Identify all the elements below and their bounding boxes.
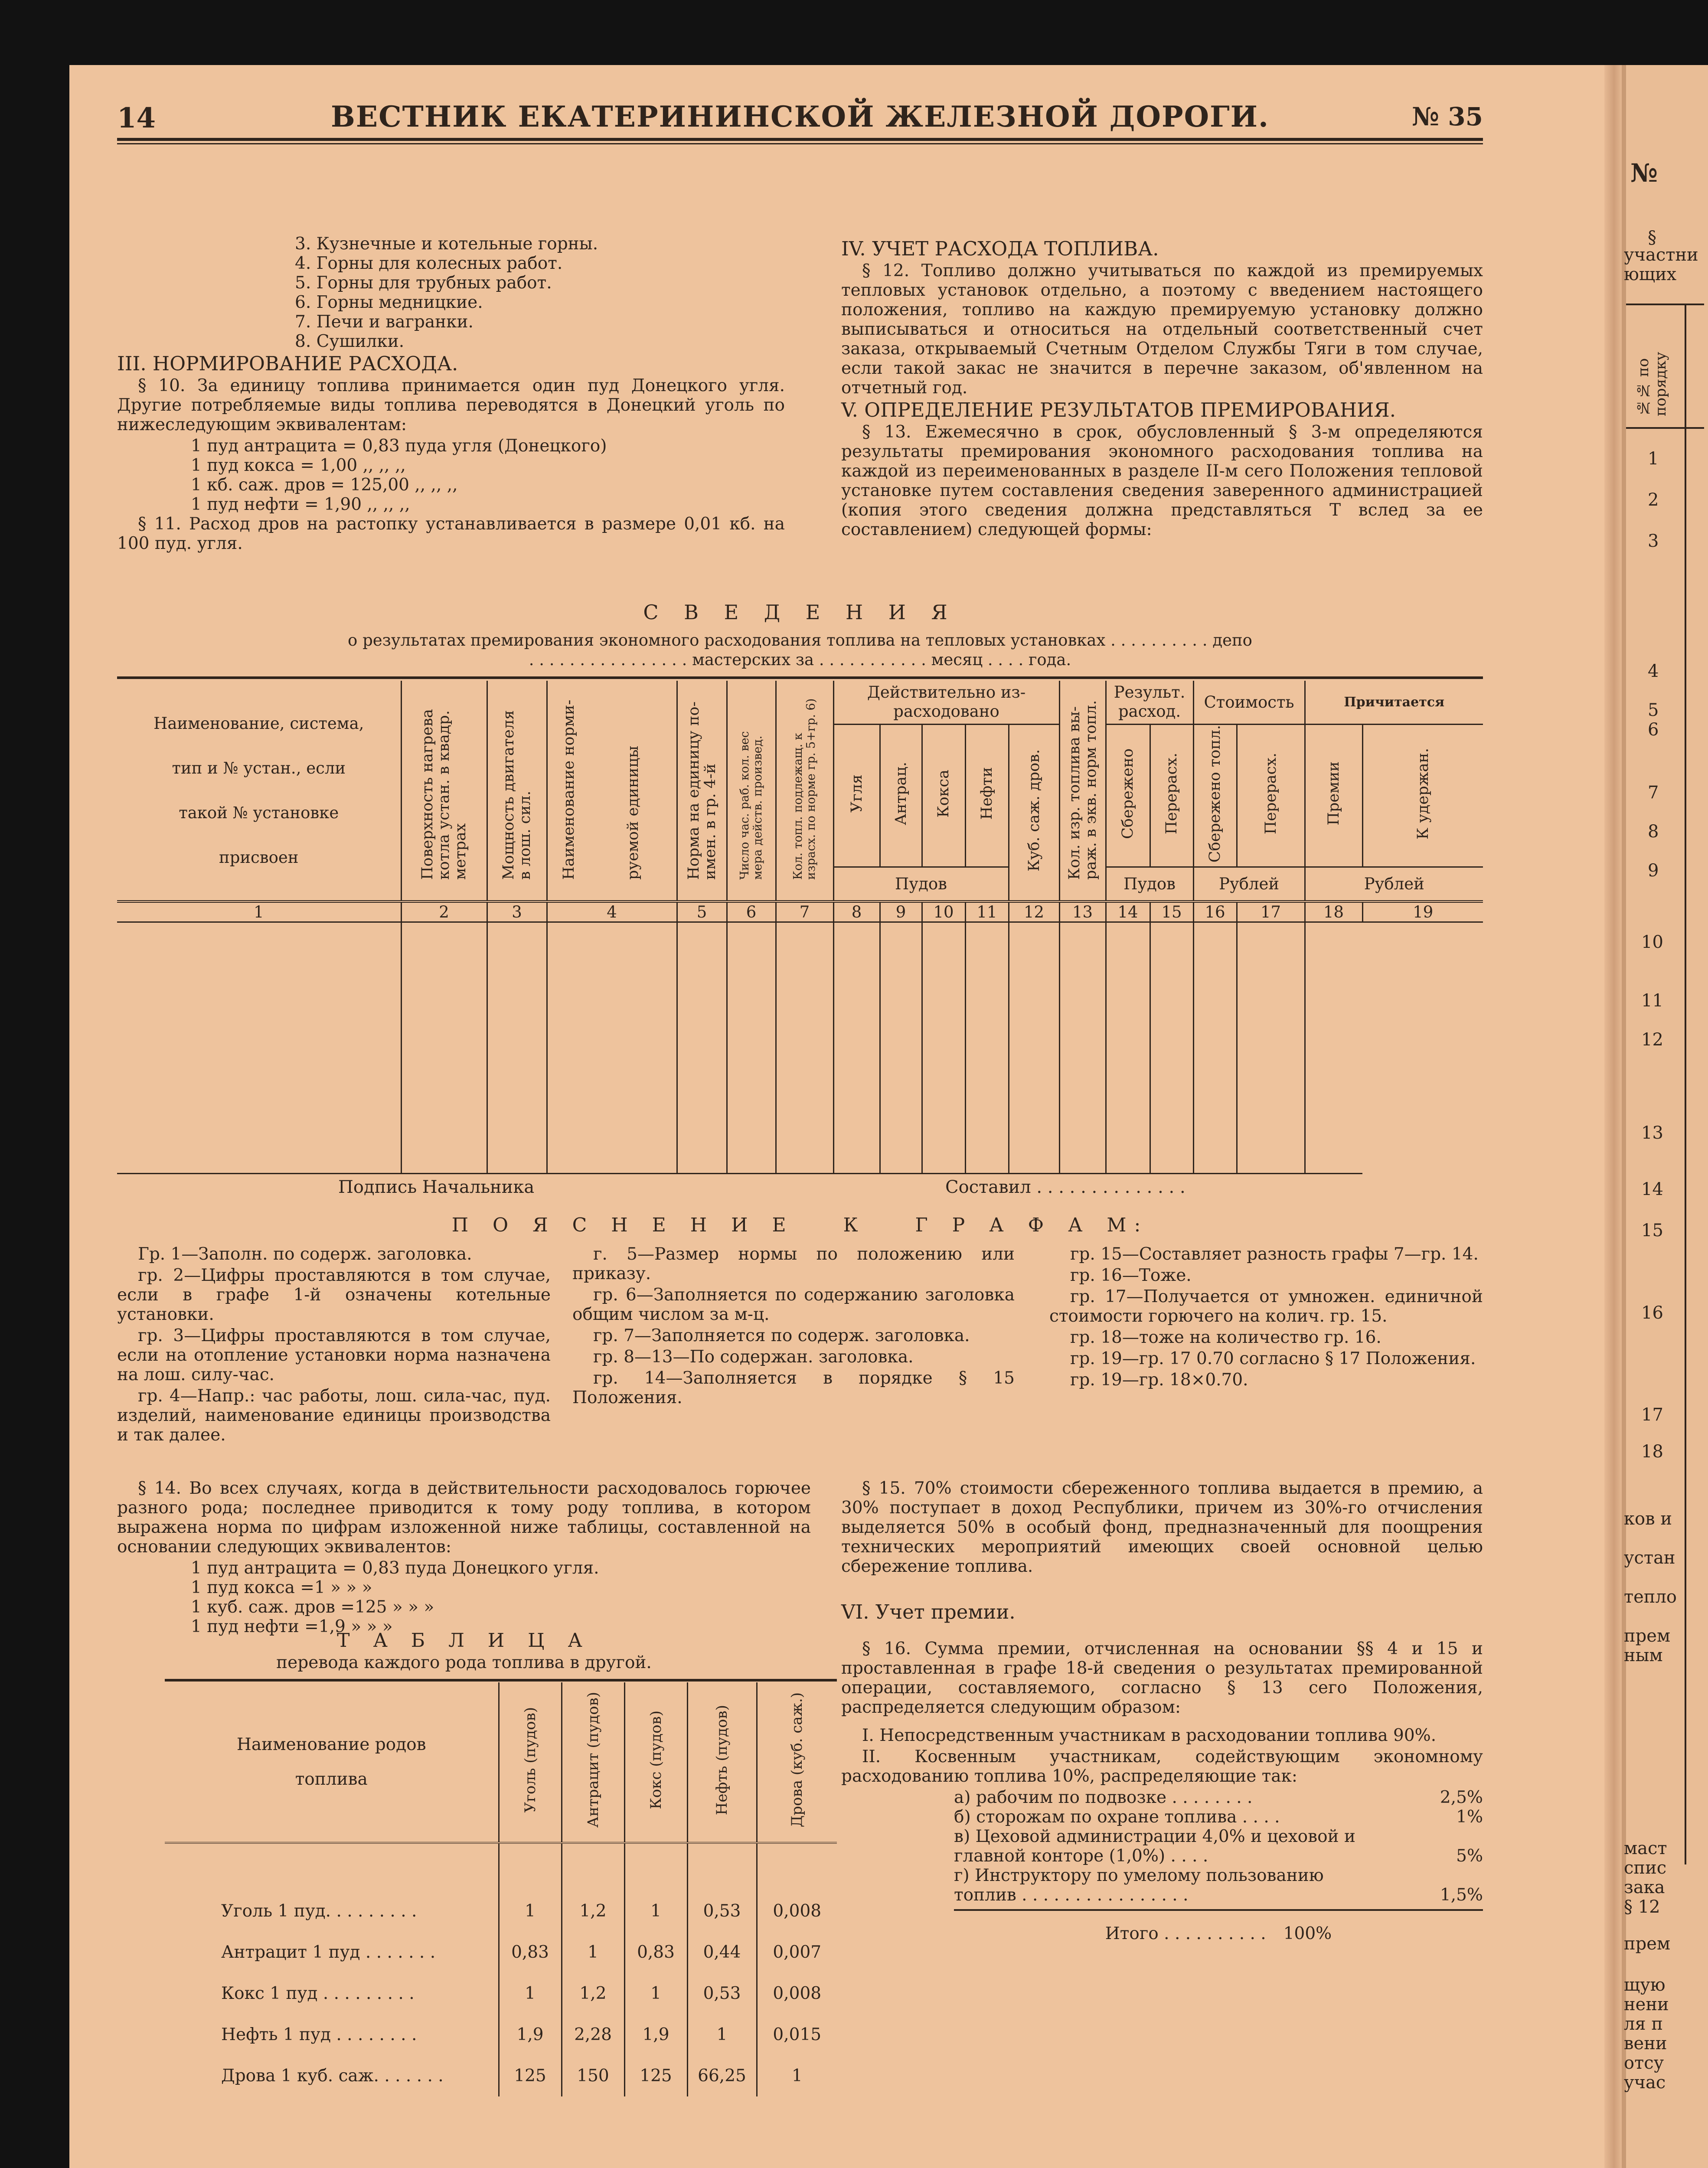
right-page-rule [1626,427,1704,429]
total-rule [954,1909,1483,1911]
explanation-item: гр. 8—13—По содержан. заголовка. [593,1347,914,1367]
item-label: г) Инструктору по умелому пользованию топлив . . . . . . . . . . . . . . . . [954,1866,1324,1905]
group-spent-header: Действительно из- расходовано [833,681,1059,724]
explanation-item: гр. 7—Заполняется по содерж. заголовка. [593,1326,970,1345]
row-number: 5 [1648,700,1659,720]
table-cell: 2,28 [562,2014,624,2055]
list-item: 5. Горны для трубных работ. [295,273,552,293]
empty-cell [1237,922,1305,1174]
header-line: Наименование, система, [153,714,364,733]
vertical-header: Антрацит (пудов) [584,1692,602,1828]
col-number: 8 [833,901,880,922]
col-number: 9 [880,901,922,922]
explanation-item: гр. 3—Цифры проставляются в том случае, если на отопление установки норма назначена на лош. силу-час. [117,1326,551,1384]
col-number: 4 [547,901,677,922]
col-number: 13 [1059,901,1106,922]
right-page-fragment: ков и [1624,1509,1672,1529]
vertical-header: Уголь (пудов) [521,1707,539,1813]
item-label: в) Цеховой администрации 4,0% и цеховой и главной конторе (1,0%) . . . . [954,1827,1355,1866]
table-cell: 0,83 [499,1932,562,1973]
col-10-header [922,724,965,867]
paragraph-II: II. Косвенным участникам, содействующим экономному расходованию топлива 10%, распределяющие так: [841,1747,1483,1786]
equivalent-line: 1 пуд нефти =1,9 » » » [191,1617,393,1636]
right-page-rule [1626,304,1704,305]
col-coal-header [499,1682,562,1843]
empty-cell [1150,922,1193,1174]
col-number: 12 [1009,901,1059,922]
col-number: 5 [677,901,727,922]
table-cell: 0,44 [687,1932,757,1973]
col-12-header [1009,724,1059,901]
svedenia-table [117,681,1483,1174]
empty-cell [1009,922,1059,1174]
empty-cell [833,922,880,1174]
fuel-name: Антрацит 1 пуд . . . . . . . [221,1943,436,1962]
col-6-header [727,681,776,901]
vertical-header: Дрова (куб. саж.) [788,1692,806,1828]
right-bottom-column [841,1479,1483,1943]
list-item [954,1788,1483,1807]
col-oil-header [687,1682,757,1843]
table-row [165,1973,837,2014]
table-cell: 1,9 [624,2014,687,2055]
col-3-header [487,681,547,901]
table-cell: 1 [757,2055,837,2096]
col-number: 14 [1106,901,1150,922]
row-number: 18 [1641,1442,1663,1462]
paragraph-15: § 15. 70% стоимости сбереженного топлива выдается в премию, а 30% поступает в доход Республики, причем из 30%-го отчисления выделяется 50% в особый фонд, предназначенный для поощрения технических мероприятий имеющих своей основной целью сбережение топлива. [841,1479,1483,1576]
vertical-header: Кокс (пудов) [647,1711,665,1809]
table-cell: 0,007 [757,1932,837,1973]
fuel-name-header [165,1682,499,1843]
row-number: 13 [1641,1123,1663,1143]
poyasnenie-title: П О Я С Н Е Н И Е К Г Р А Ф А М: [451,1214,1149,1236]
explanation-item: гр. 14—Заполняется в порядке § 15 Положения. [572,1368,1015,1407]
table-cell: 1 [687,2014,757,2055]
list-item: 6. Горны медницкие. [295,293,483,312]
vertical-header: Сбережено [1119,748,1137,839]
table-cell: 66,25 [687,2055,757,2096]
col-number: 15 [1150,901,1193,922]
vertical-header: Премии [1325,761,1342,826]
list-item [954,1866,1483,1905]
header-line: Наименование родов [236,1735,426,1754]
right-page-fragment: ющих [1624,264,1677,284]
equivalent-line: 1 пуд антрацита = 0,83 пуда Донецкого угля. [191,1558,599,1578]
table-cell: 0,015 [757,2014,837,2055]
row-number: 1 [1648,449,1659,469]
col-name-header [117,681,401,901]
col-15-header [1150,724,1193,867]
col-19-header [1362,724,1483,867]
empty-cell [727,922,776,1174]
table-cell: 1 [624,1890,687,1932]
item-label: а) рабочим по подвозке . . . . . . . . [954,1788,1253,1807]
row-number: 8 [1648,822,1659,842]
col-anthracite-header [562,1682,624,1843]
empty-cell [965,922,1009,1174]
table-cell: 125 [499,2055,562,2096]
issue-number: № 35 [1412,102,1483,131]
right-page-fragment: спис [1624,1858,1667,1878]
list-item: 4. Горны для колесных работ. [295,254,563,273]
total-label: Итого . . . . . . . . . . [1105,1924,1266,1943]
svedenia-title: С В Е Д Е Н И Я [643,601,957,624]
list-item [954,1807,1483,1827]
vertical-header: Антрац. [892,762,910,826]
tablica-title: Т А Б Л И Ц А [337,1629,591,1652]
col-4b-header [590,681,677,901]
header-line: присвоен [219,848,299,867]
equivalent-line: 1 куб. саж. дров =125 » » » [191,1597,434,1617]
col-18-header [1305,724,1362,867]
signature-compiled: Составил . . . . . . . . . . . . . . [945,1177,1185,1197]
right-page-fragment: ля п [1624,2014,1663,2034]
poyasnenie-col-1 [117,1244,551,1446]
vertical-header: руемой единицы [624,745,642,880]
header-rule-thin [117,143,1483,144]
list-item: 3. Кузнечные и котельные горны. [295,234,598,254]
col-number: 16 [1193,901,1237,922]
col-2-header [401,681,487,901]
explanation-item: Гр. 1—Заполн. по содерж. заголовка. [138,1244,472,1264]
col-coke-header [624,1682,687,1843]
table-cell: 1,2 [562,1890,624,1932]
col-11-header [965,724,1009,867]
table-cell: 0,53 [687,1890,757,1932]
vertical-header: К удержан. [1414,748,1432,839]
explanation-item: гр. 2—Цифры проставляются в том случае, если в графе 1-й означены котельные установки. [117,1266,551,1324]
section-heading-5: V. ОПРЕДЕЛЕНИЕ РЕЗУЛЬТАТОВ ПРЕМИРОВАНИЯ. [841,398,1396,421]
col-8-header [833,724,880,867]
paragraph-10: § 10. За единицу топлива принимается один пуд Донецкого угля. Другие потребляемые виды топлива переводятся в Донецкий уголь по нижеследующим эквивалентам: [117,376,785,434]
table-cell: 1 [499,1890,562,1932]
poyasnenie-col-2 [572,1244,1015,1409]
signature-chief: Подпись Начальника [338,1177,535,1197]
vertical-header: Кол. изр. топлива вы- раж. в экв. норм топл. [1065,700,1100,880]
tablica-subtitle: перевода каждого рода топлива в другой. [276,1653,652,1672]
col-wood-header [757,1682,837,1843]
explanation-item: гр. 17—Получается от умножен. единичной стоимости горючего на колич. гр. 15. [1049,1287,1483,1326]
table-cell: 1 [562,1932,624,1973]
row-number: 10 [1641,932,1663,952]
right-page-column-line [1685,304,1686,1864]
col-14-header [1106,724,1150,867]
header-line: тип и № устан., если [172,759,346,778]
explanation-item: гр. 4—Напр.: час работы, лош. сила-час, пуд. изделий, наименование единицы производства и так далее. [117,1386,551,1445]
item-value: 2,5% [1440,1788,1483,1807]
row-number: 16 [1641,1303,1663,1323]
col-number: 7 [776,901,833,922]
item-label: б) сторожам по охране топлива . . . . [954,1807,1280,1827]
right-page-fragment: ным [1624,1646,1663,1665]
table-cell: 1,9 [499,2014,562,2055]
page-number: 14 [117,102,156,134]
table-cell: 1 [624,1973,687,2014]
svedenia-subtitle-2: . . . . . . . . . . . . . . . . мастерских за . . . . . . . . . . . месяц . . . . года. [529,650,1071,669]
unit-rub: Рублей [1193,867,1305,901]
section-heading-4: IV. УЧЕТ РАСХОДА ТОПЛИВА. [841,237,1159,260]
col-number: 18 [1305,901,1362,922]
svedenia-subtitle-1: о результатах премирования экономного расходования топлива на тепловых установках . . . . . . . . . . депо [348,631,1252,650]
left-top-column [117,234,785,555]
equivalent-line: 1 пуд нефти = 1,90 ,, ,, ,, [191,495,410,514]
vertical-header: Наименование норми- [560,699,578,880]
paragraph-12: § 12. Топливо должно учитываться по каждой из премируемых тепловых установок отдельно, а поэтому с введением настоящего положения, топливо на каждую премируемую установку должно выписываться и относиться на отдельный соответственный счет заказа, открываемый Счетным Отделом Службы Тяги в том случае, если такой закас не значится в перечне заказом, об'явленном на отчетный год. [841,261,1483,398]
col-4a-header [547,681,590,901]
empty-cell [677,922,727,1174]
vertical-header: Перерасх. [1262,753,1280,835]
vertical-header: Норма на единицу по- имен. в гр. 4-й [685,701,719,880]
heating-list [117,234,785,351]
equivalent-line: 1 пуд кокса = 1,00 ,, ,, ,, [191,456,406,475]
fuel-name: Кокс 1 пуд . . . . . . . . . [221,1984,415,2003]
unit-rub: Рублей [1305,867,1483,901]
row-number: 6 [1648,720,1659,740]
section-heading-6: VI. Учет премии. [841,1600,1016,1623]
header-line: топлива [295,1770,368,1789]
row-number: 2 [1648,490,1659,510]
explanation-item: гр. 18—тоже на количество гр. 16. [1070,1328,1381,1347]
table-cell: 0,83 [624,1932,687,1973]
col-number: 10 [922,901,965,922]
empty-cell [117,922,401,1174]
empty-cell [1193,922,1237,1174]
right-page-fragment: участни [1624,245,1698,265]
explanation-item: гр. 15—Составляет разность графы 7—гр. 14. [1070,1244,1479,1264]
vertical-header: Кокса [935,769,952,818]
page-fold [1604,65,1624,2168]
row-number: 11 [1641,991,1663,1011]
item-value: 5% [1456,1846,1483,1866]
vertical-header: Нефть (пудов) [713,1704,731,1815]
right-page-header: № [1630,158,1658,188]
poyasnenie-col-3 [1049,1244,1483,1391]
explanation-item: гр. 16—Тоже. [1070,1266,1192,1285]
unit-pud: Пудов [833,867,1009,901]
row-number: 9 [1648,861,1659,881]
unit-pud: Пудов [1106,867,1193,901]
paragraph-16: § 16. Сумма премии, отчисленная на основании §§ 4 и 15 и проставленная в графе 18-й сведения о результатах премированной операции, составляемого, согласно § 13 сего Положения, распределяется следующим образом: [841,1639,1483,1717]
vertical-header: Куб. саж. дров. [1025,749,1043,872]
total-value: 100% [1283,1924,1332,1943]
right-page-fragment: щую [1624,1975,1666,1995]
journal-title: ВЕСТНИК ЕКАТЕРИНИНСКОЙ ЖЕЛЕЗНОЙ ДОРОГИ. [331,100,1269,134]
col-13-header [1059,681,1106,901]
vertical-header: Перерасх. [1163,753,1181,835]
vertical-header: Угля [848,774,865,813]
empty-cell [1059,922,1106,1174]
table-row [165,2055,837,2096]
list-item [954,1827,1483,1866]
col-17-header [1237,724,1305,867]
table-cell: 1,2 [562,1973,624,2014]
total-line [954,1924,1483,1943]
empty-cell [1305,922,1362,1174]
vertical-header: №№ по порядку [1635,352,1669,416]
right-page-fragment: § [1648,228,1656,248]
explanation-item: гр. 6—Заполняется по содержанию заголовка общим числом за м-ц. [572,1285,1015,1324]
row-number: 15 [1641,1221,1663,1241]
table-cell: 1 [499,1973,562,2014]
header-line: такой № установке [179,803,339,823]
right-page-fragment: прем [1624,1626,1671,1646]
right-page-col-label [1635,317,1678,416]
col-number: 2 [401,901,487,922]
paragraph-11: § 11. Расход дров на растопку устанавливается в размере 0,01 кб. на 100 пуд. угля. [117,514,785,553]
paragraph-13: § 13. Ежемесячно в срок, обусловленный § 3-м определяются результаты премирования экономного расходования топлива на каждой из переименованных в разделе II-м сего Положения тепловой установке путем составления сведения заверенного администрацией (копия этого сведения должна представляться Т вслед за ее составлением) следующей формы: [841,422,1483,539]
right-page-fragment: тепло [1624,1587,1677,1607]
fuel-name: Нефть 1 пуд . . . . . . . . [221,2025,417,2044]
svedenia-top-rule [117,676,1483,679]
vertical-header: Кол. топл. подлежащ. к израсх. по норме гр. 5+гр. 6) [791,698,818,880]
col-16-header [1193,724,1237,867]
list-item: 8. Сушилки. [295,332,405,351]
right-page-fragment: отсу [1624,2053,1664,2073]
col-number: 17 [1237,901,1305,922]
row-number: 4 [1648,661,1659,681]
table-cell: 0,008 [757,1890,837,1932]
table-cell: 0,008 [757,1973,837,2014]
right-page-fragment: вени [1624,2034,1667,2054]
vertical-header: Число час. раб. кол. вес мера действ. произвед. [738,731,764,880]
section-heading-3: III. НОРМИРОВАНИЕ РАСХОДА. [117,352,458,375]
list-item: 7. Печи и вагранки. [295,312,474,332]
col-7-header [776,681,833,901]
row-number: 3 [1648,531,1659,551]
table-cell: 150 [562,2055,624,2096]
vertical-header: Нефти [978,767,996,820]
empty-cell [547,922,677,1174]
equivalent-line: 1 пуд кокса =1 » » » [191,1578,372,1597]
group-due-header: Причитается [1305,681,1483,724]
col-number: 3 [487,901,547,922]
fuel-name: Дрова 1 куб. саж. . . . . . . [221,2066,444,2086]
row-number: 12 [1641,1030,1663,1050]
col-number: 11 [965,901,1009,922]
right-page-fragment: зака [1624,1877,1665,1897]
col-number: 19 [1362,901,1483,922]
paragraph-14-block [117,1479,811,1636]
empty-cell [922,922,965,1174]
explanation-item: гр. 19—гр. 17 0.70 согласно § 17 Положения. [1070,1349,1476,1368]
header-rule [117,138,1483,141]
equivalent-line: 1 пуд антрацита = 0,83 пуда угля (Донецкого) [191,436,607,456]
explanation-item: г. 5—Размер нормы по положению или приказу. [572,1244,1015,1283]
right-page-fragment: учас [1624,2073,1666,2093]
empty-cell [1106,922,1150,1174]
paragraph-14: § 14. Во всех случаях, когда в действительности расходовалось горючее разного рода; последнее приводится к тому роду топлива, в котором выражена норма по цифрам изложенной ниже таблицы, составленной на основании следующих эквивалентов: [117,1479,811,1557]
right-page-fragment: прем [1624,1934,1671,1954]
vertical-header: Сбережено топл. [1206,725,1224,862]
table-row [165,1890,837,1932]
col-number: 1 [117,901,401,922]
right-page-fragment: нени [1624,1995,1669,2015]
paragraph-I: I. Непосредственным участникам в расходовании топлива 90%. [862,1726,1437,1745]
table-row [165,2014,837,2055]
table-cell: 0,53 [687,1973,757,2014]
vertical-header: Мощность двигателя в лош. сил. [500,710,534,880]
col-9-header [880,724,922,867]
tablica-top-rule [165,1679,837,1682]
row-number: 14 [1641,1179,1663,1199]
explanation-item: гр. 19—гр. 18×0.70. [1070,1370,1248,1390]
vertical-header: Поверхность нагрева котла устан. в квадр. метрах [419,709,469,880]
page-header [117,102,1483,132]
empty-cell [880,922,922,1174]
distribution-list [841,1788,1483,1943]
item-value: 1% [1456,1807,1483,1827]
item-value: 1,5% [1440,1885,1483,1905]
empty-cell [401,922,487,1174]
empty-cell [487,922,547,1174]
right-page-fragment: § 12 [1624,1897,1660,1917]
col-number: 6 [727,901,776,922]
equivalent-line: 1 кб. саж. дров = 125,00 ,, ,, ,, [191,475,458,495]
table-row [165,1932,837,1973]
group-cost-header: Стоимость [1193,681,1305,724]
conversion-table [165,1682,837,2096]
row-number: 17 [1641,1405,1663,1425]
group-result-header: Результ. расход. [1106,681,1193,724]
empty-cell [776,922,833,1174]
table-cell: 125 [624,2055,687,2096]
row-number: 7 [1648,783,1659,803]
fuel-name: Уголь 1 пуд. . . . . . . . . [221,1901,417,1921]
right-page-fragment: устан [1624,1548,1675,1568]
right-top-column [841,236,1483,541]
right-page-fragment: маст [1624,1838,1667,1858]
col-5-header [677,681,727,901]
